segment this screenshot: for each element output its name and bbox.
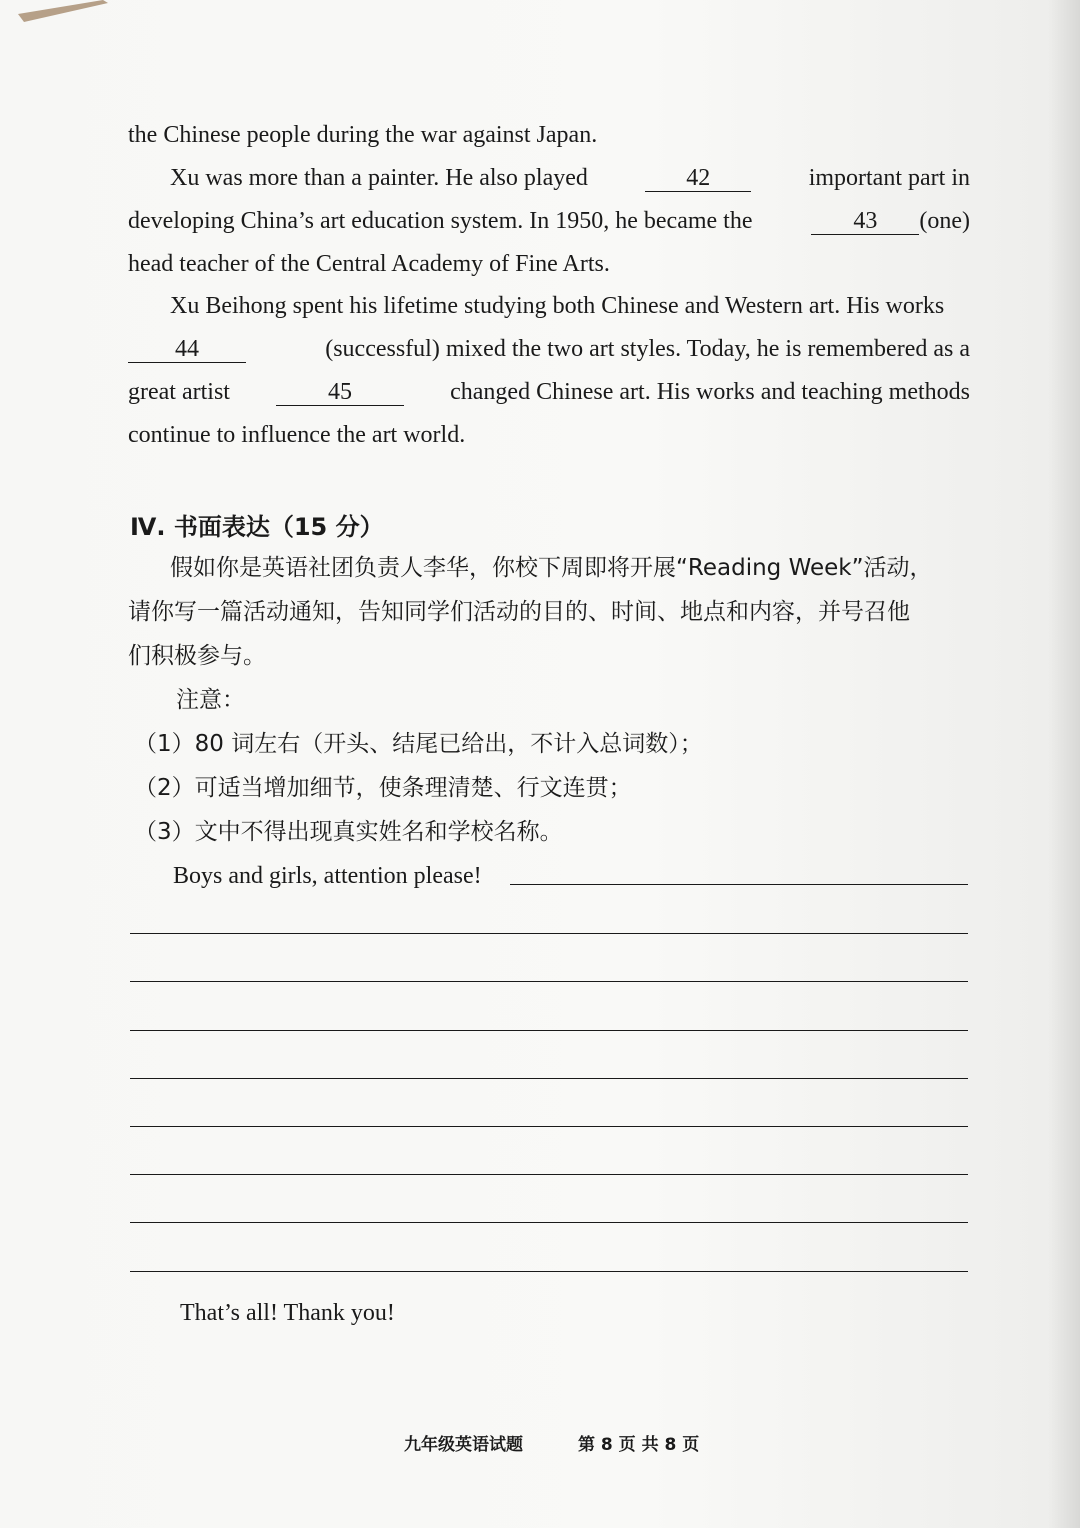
scan-corner-mark xyxy=(18,0,108,22)
passage-text: continue to influence the art world. xyxy=(128,422,466,448)
passage-text: Xu Beihong spent his lifetime studying both Chinese and Western art. His works xyxy=(170,293,945,319)
writing-line[interactable] xyxy=(510,884,968,885)
note-item: （1）80 词左右（开头、结尾已给出，不计入总词数）； xyxy=(134,731,703,757)
writing-line[interactable] xyxy=(130,1126,968,1127)
writing-prompt xyxy=(128,546,970,722)
writing-line[interactable] xyxy=(130,1174,968,1175)
prompt-line: 们积极参与。 xyxy=(128,643,266,669)
section-title-writing: Ⅳ. 书面表达（15 分） xyxy=(130,513,384,541)
prompt-line: 假如你是英语社团负责人李华，你校下周即将开展“Reading Week”活动， xyxy=(170,555,933,581)
passage-text: changed Chinese art. His works and teaching methods xyxy=(450,379,970,405)
passage-line xyxy=(128,157,970,200)
note-item: （2）可适当增加细节，使条理清楚、行文连贯； xyxy=(134,775,632,801)
passage-text: important part in xyxy=(808,165,970,191)
passage-paragraph-3 xyxy=(128,285,970,457)
passage-line xyxy=(128,328,970,371)
passage-text: Xu was more than a painter. He also played xyxy=(170,165,588,191)
writing-line[interactable] xyxy=(130,981,968,982)
passage-text: (one) xyxy=(919,208,970,234)
passage-text: developing China’s art education system. In 1950, he became the xyxy=(128,208,753,234)
writing-line[interactable] xyxy=(130,1222,968,1223)
writing-line[interactable] xyxy=(130,1271,968,1272)
answer-blank-43[interactable]: 43 xyxy=(811,208,919,235)
writing-line[interactable] xyxy=(130,1030,968,1031)
note-label: 注意： xyxy=(176,687,245,713)
footer-subject: 九年级英语试题 xyxy=(404,1435,523,1455)
footer-page-number: 第 8 页 共 8 页 xyxy=(578,1435,700,1455)
writing-notes xyxy=(134,722,976,854)
passage-line xyxy=(128,371,970,414)
passage-paragraph-2 xyxy=(128,157,970,286)
writing-line[interactable] xyxy=(130,1078,968,1079)
prompt-line: 请你写一篇活动通知，告知同学们活动的目的、时间、地点和内容，并号召他 xyxy=(128,599,910,625)
passage-text: head teacher of the Central Academy of Fine Arts. xyxy=(128,251,610,277)
passage-text: great artist xyxy=(128,379,230,405)
passage-line-1 xyxy=(128,114,970,157)
passage-line xyxy=(128,200,970,243)
answer-blank-44[interactable]: 44 xyxy=(128,336,246,363)
answer-blank-42[interactable]: 42 xyxy=(645,165,751,192)
writing-closing: That’s all! Thank you! xyxy=(180,1300,395,1326)
writing-opening: Boys and girls, attention please! xyxy=(173,863,482,889)
passage-text: the Chinese people during the war against Japan. xyxy=(128,122,598,148)
answer-blank-45[interactable]: 45 xyxy=(276,379,404,406)
note-item: （3）文中不得出现真实姓名和学校名称。 xyxy=(134,819,563,845)
writing-line[interactable] xyxy=(130,933,968,934)
passage-line xyxy=(128,285,970,328)
passage-text: (successful) mixed the two art styles. Today, he is remembered as a xyxy=(325,336,970,362)
